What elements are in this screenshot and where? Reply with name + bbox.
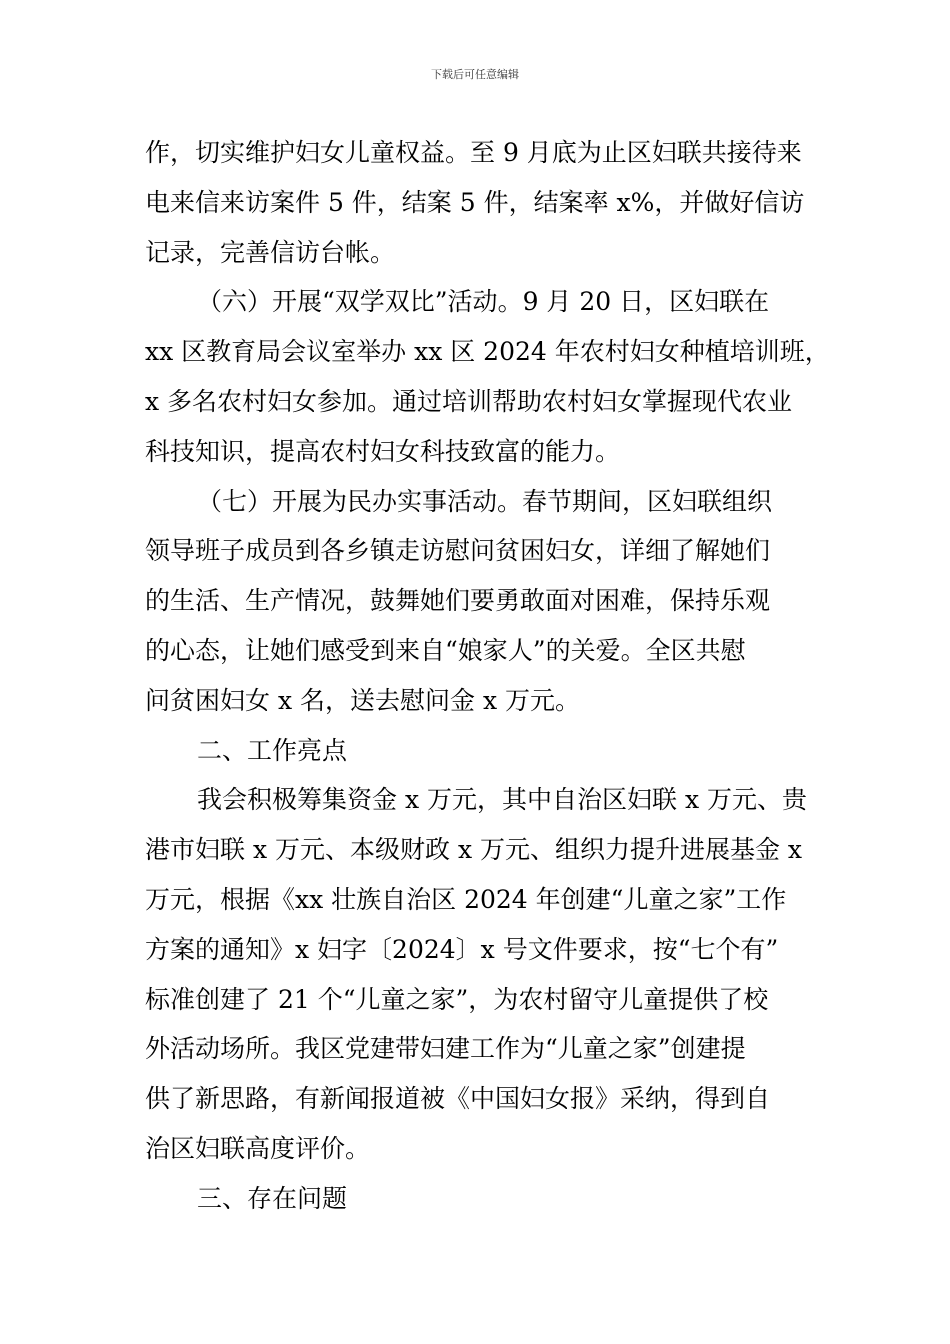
paragraph-line: 供了新思路，有新闻报道被《中国妇女报》采纳，得到自 — [145, 1084, 771, 1114]
paragraph-line: （七）开展为民办实事活动。春节期间，区妇联组织 — [197, 486, 773, 516]
paragraph-line: 我会积极筹集资金 x 万元，其中自治区妇联 x 万元、贵 — [197, 785, 807, 815]
paragraph-line: 外活动场所。我区党建带妇建工作为“儿童之家”创建提 — [145, 1034, 746, 1064]
paragraph-line: 万元，根据《xx 壮族自治区 2024 年创建“儿童之家”工作 — [145, 884, 787, 914]
paragraph-line: 的生活、生产情况，鼓舞她们要勇敢面对困难，保持乐观 — [145, 586, 771, 616]
section-heading: 三、存在问题 — [197, 1183, 348, 1213]
paragraph-line: 治区妇联高度评价。 — [145, 1133, 371, 1163]
paragraph-line: 记录，完善信访台帐。 — [145, 237, 396, 267]
paragraph-line: 电来信来访案件 5 件，结案 5 件，结案率 x%，并做好信访 — [145, 187, 805, 217]
document-body — [145, 128, 830, 1224]
paragraph-line: x 多名农村妇女参加。通过培训帮助农村妇女掌握现代农业 — [145, 386, 793, 416]
paragraph-line: 作，切实维护妇女儿童权益。至 9 月底为止区妇联共接待来 — [145, 138, 802, 167]
paragraph-line: xx 区教育局会议室举办 xx 区 2024 年农村妇女种植培训班， — [145, 337, 830, 367]
paragraph-line: 问贫困妇女 x 名，送去慰问金 x 万元。 — [145, 685, 580, 715]
paragraph-line: 方案的通知》x 妇字〔2024〕x 号文件要求，按“七个有” — [145, 934, 779, 964]
section-heading: 二、工作亮点 — [197, 735, 348, 765]
paragraph-line: 的心态，让她们感受到来自“娘家人”的关爱。全区共慰 — [145, 635, 746, 665]
paragraph-line: （六）开展“双学双比”活动。9 月 20 日，区妇联在 — [197, 287, 770, 317]
paragraph-line: 领导班子成员到各乡镇走访慰问贫困妇女，详细了解她们 — [145, 536, 771, 566]
download-note: 下载后可任意编辑 — [431, 68, 519, 81]
paragraph-line: 港市妇联 x 万元、本级财政 x 万元、组织力提升进展基金 x — [145, 835, 803, 865]
paragraph-line: 标准创建了 21 个“儿童之家”，为农村留守儿童提供了校 — [145, 984, 769, 1014]
paragraph-line: 科技知识，提高农村妇女科技致富的能力。 — [145, 436, 621, 466]
